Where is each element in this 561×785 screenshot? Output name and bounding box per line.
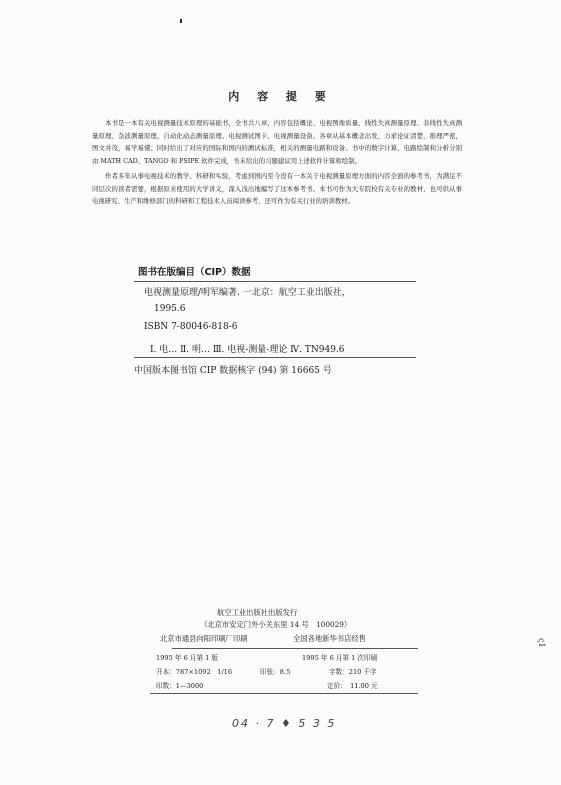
printing: 1995 年 6 月第 1 次印刷 (302, 654, 378, 662)
publication-rule-1 (172, 648, 418, 649)
cip-line-2: 1995.6 (154, 304, 186, 314)
format: 开本：787×1092 1/16 (156, 668, 233, 676)
cip-line-1: 电视测量原理/明军编著. 一北京：航空工业出版社， (144, 288, 351, 298)
summary-body (92, 117, 462, 211)
publisher: 航空工业出版社出版发行 (217, 608, 298, 617)
publication-rule-2 (150, 693, 418, 694)
summary-title: 内 容 提 要 (228, 90, 333, 103)
ink-speck (180, 19, 182, 23)
cip-subject-line: Ⅰ. 电… Ⅱ. 明… Ⅲ. 电视-测量-理论 Ⅳ. TN949.6 (150, 345, 345, 355)
handwritten-stamp: 04 · 7 ♦ 5 3 5 (232, 717, 337, 730)
cip-record-number: 中国版本图书馆 CIP 数据核字 (94) 第 16665 号 (134, 366, 332, 376)
edition: 1995 年 6 月第 1 版 (156, 654, 219, 662)
word-count: 字数：210 千字 (329, 668, 377, 676)
price: 定价： 11.00 元 (327, 682, 378, 690)
print-run: 印数：1—3000 (156, 682, 204, 690)
printer: 北京市通县向阳印刷厂印刷 (160, 634, 248, 643)
cip-isbn: ISBN 7-80046-818-6 (144, 322, 238, 332)
sheets: 印张：8.5 (260, 668, 291, 676)
distributor: 全国各地新华书店经售 (293, 634, 366, 643)
summary-paragraph-1: 本书是一本有关电视测量技术原理的基础书，全书共八章，内容包括概论、电视图像质量、线性失真测量原理、非线性失真测量原理、杂波测量原理、自动化动态测量原理、电视测试图卡、电视测量设备。各章从基本概念出发，力求论证清楚，推理严密，图文并茂，易学易懂；同时给出了对应的国际和国内的测试标准，相关的测量电路和设备。书中的数字计算、电路绘制和分析分别由 MATH CAD、TANGO 和 PSIPE 软件完成，书末给出的习题建议用上述软件计算和绘制。 (92, 119, 462, 165)
cip-title: 图书在版编目（CIP）数据 (138, 267, 251, 278)
margin-mark: ς1 (537, 638, 546, 648)
cip-bottom-rule (134, 357, 416, 358)
publisher-address: （北京市安定门外小关东里 14 号 100029） (200, 620, 352, 629)
summary-paragraph-2: 作者多年从事电视技术的教学、科研和实验，考虑到国内至今没有一本关于电视测量原理方面的内容全面的参考书，为满足不同层次的读者需要，根据原来使用的大学讲义，深入浅出地编写了这本参考书。本书可作为大专院校有关专业的教材，也可供从事电视研究、生产和维修部门的科研和工程技术人员阅读参考，还可作为有关行业的培训教材。 (92, 172, 462, 205)
cip-top-rule (134, 281, 416, 282)
